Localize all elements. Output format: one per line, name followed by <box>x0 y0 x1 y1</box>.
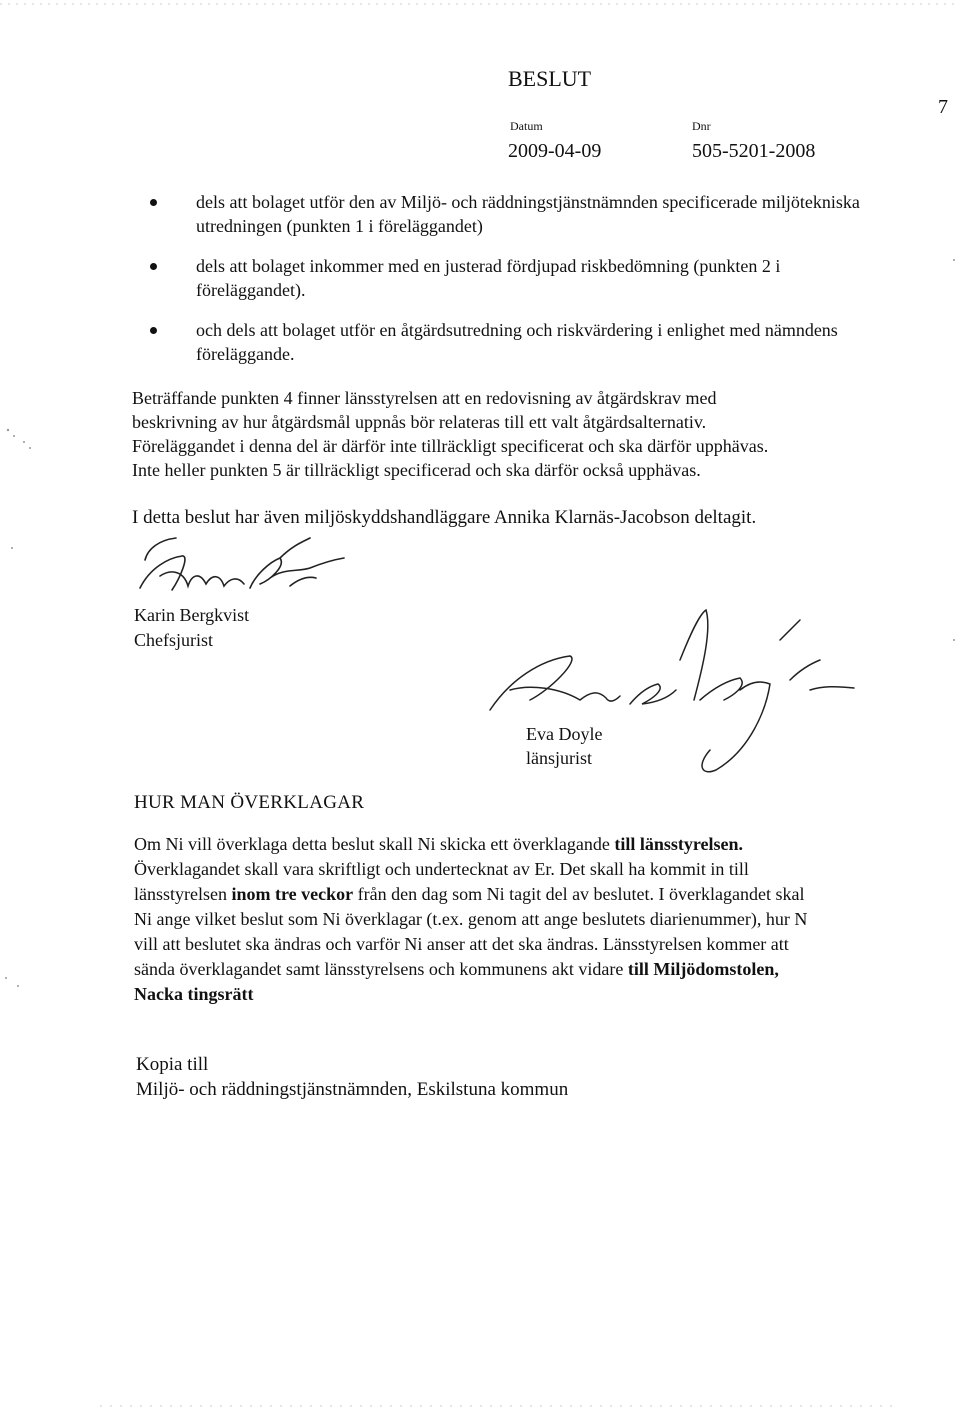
paragraph-line: beskrivning av hur åtgärdsmål uppnås bör relateras till ett valt åtgärdsalternativ. <box>132 412 707 432</box>
appeal-bold-text: inom tre veckor <box>231 884 354 904</box>
appeal-line: Överklagandet skall vara skriftligt och undertecknat av Er. Det skall ha kommit in till <box>134 859 749 879</box>
appeal-bold-text: till länsstyrelsen. <box>614 834 744 854</box>
dnr-value: 505-5201-2008 <box>692 140 816 162</box>
participation-paragraph: I detta beslut har även miljöskyddshandläggare Annika Klarnäs-Jacobson deltagit. <box>132 507 757 528</box>
paragraph-line: Inte heller punkten 5 är tillräckligt specificerad och ska därför också upphävas. <box>132 460 701 480</box>
appeal-bold-text: till Miljödomstolen, <box>627 959 779 979</box>
dnr-label: Dnr <box>692 119 711 133</box>
appeal-text: länsstyrelsen <box>134 884 232 904</box>
signer-role: länsjurist <box>526 748 592 768</box>
signer-role: Chefsjurist <box>134 630 213 650</box>
paragraph-line: Föreläggandet i denna del är därför inte tillräckligt specificerat och ska därför upphävas. <box>132 436 769 456</box>
copy-label: Kopia till <box>136 1054 209 1075</box>
page-number: 7 <box>938 96 948 118</box>
paragraph-line: Beträffande punkten 4 finner länsstyrelsen att en redovisning av åtgärdskrav med <box>132 388 717 408</box>
document-title: BESLUT <box>508 66 592 91</box>
date-value: 2009-04-09 <box>508 140 602 162</box>
bullet-text: och dels att bolaget utför en åtgärdsutredning och riskvärdering i enlighet med nämndens föreläggande. <box>196 320 838 364</box>
appeal-text: från den dag som Ni tagit del av beslutet. I överklagandet skal <box>353 884 805 904</box>
appeal-line: vill att beslutet ska ändras och varför Ni anser att det ska ändras. Länsstyrelsen kommer att <box>134 934 789 954</box>
appeal-text: Om Ni vill överklaga detta beslut skall Ni skicka ett överklagande <box>134 834 615 854</box>
signer-name: Eva Doyle <box>526 724 603 744</box>
copy-recipient: Miljö- och räddningstjänstnämnden, Eskilstuna kommun <box>136 1079 569 1100</box>
appeal-heading: HUR MAN ÖVERKLAGAR <box>134 792 365 813</box>
bullet-text: dels att bolaget utför den av Miljö- och räddningstjänstnämnden specificerade miljötekniska utredningen (punkten 1 i föreläggandet) <box>196 192 860 236</box>
appeal-line: Nacka tingsrätt <box>134 984 254 1004</box>
bullet-text: dels att bolaget inkommer med en justerad fördjupad riskbedömning (punkten 2 i föreläggandet). <box>196 256 781 300</box>
appeal-text: sända överklagandet samt länsstyrelsens och kommunens akt vidare <box>134 959 628 979</box>
signer-name: Karin Bergkvist <box>134 605 250 625</box>
date-label: Datum <box>510 119 543 133</box>
appeal-line: Ni ange vilket beslut som Ni överklagar (t.ex. genom att ange beslutets diarienummer), hur N <box>134 909 808 929</box>
